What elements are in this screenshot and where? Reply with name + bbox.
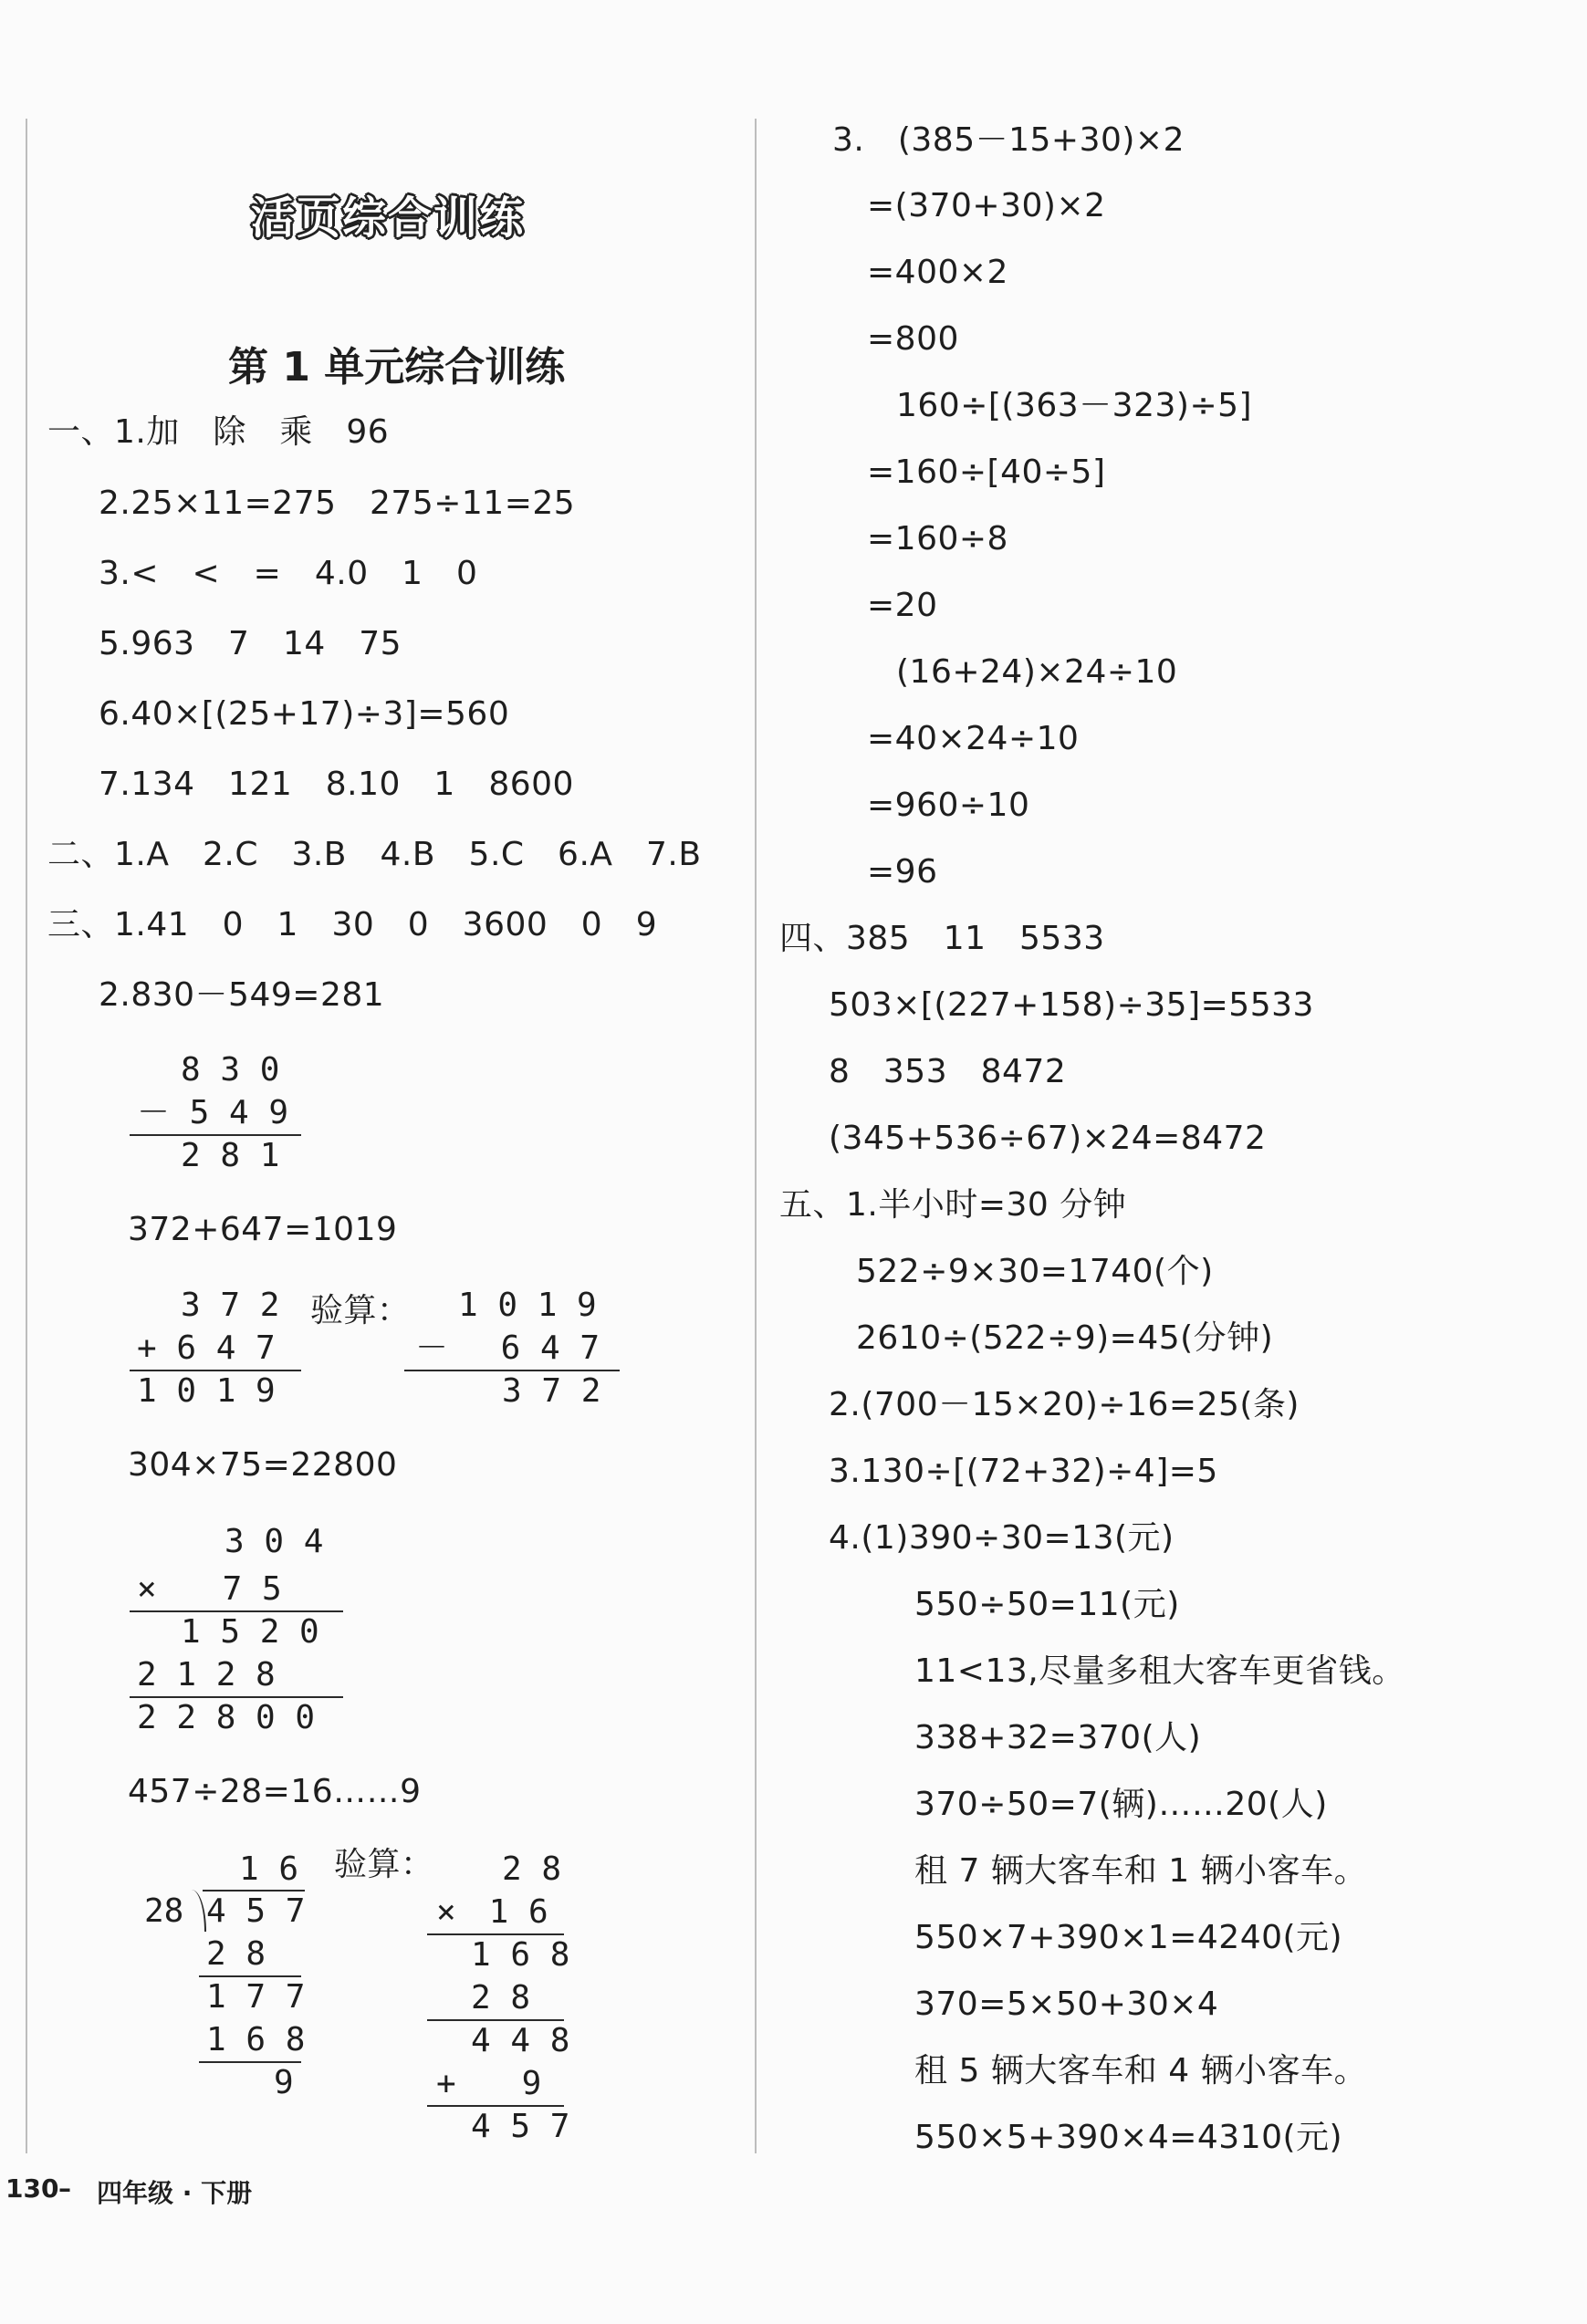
answer-line: 3.< < = 4.0 1 0 — [99, 555, 478, 592]
vertical-calc-row: － 5 4 9 — [137, 1094, 289, 1131]
quotient: 1 6 — [239, 1850, 299, 1888]
vertical-calc-row: 3 7 2 — [502, 1372, 601, 1410]
vertical-calc-row: 2 8 1 — [181, 1137, 280, 1174]
answer-line: 503×[(227+158)÷35]=5533 — [829, 986, 1314, 1024]
vertical-calc-row: － 6 4 7 — [415, 1329, 600, 1367]
vertical-calc-row: 3 0 4 — [224, 1523, 324, 1560]
answer-line: 2.25×11=275 275÷11=25 — [99, 485, 576, 522]
vertical-calc-row: 2 8 — [471, 1979, 531, 2017]
answer-line: =160÷[40÷5] — [867, 453, 1106, 491]
answer-line: 4.(1)390÷30=13(元) — [829, 1519, 1175, 1557]
division-step: 1 6 8 — [206, 2021, 306, 2058]
vertical-calc-row: 1 6 8 — [471, 1936, 570, 1974]
answer-line: 一、1.加 除 乘 96 — [47, 413, 390, 451]
footer-dash: – — [58, 2173, 71, 2204]
vertical-calc-row: 1 0 1 9 — [458, 1287, 597, 1324]
answer-line: 2.830－549=281 — [99, 976, 385, 1014]
answer-line: =20 — [867, 587, 938, 624]
answer-line: 160÷[(363－323)÷5] — [896, 387, 1253, 424]
check-label: 验算： — [310, 1292, 411, 1329]
answer-line: =800 — [867, 320, 959, 358]
answer-line: =160÷8 — [867, 520, 1008, 558]
answer-line: 550÷50=11(元) — [914, 1586, 1180, 1623]
division-step: 1 7 7 — [206, 1978, 306, 2016]
answer-line: 二、1.A 2.C 3.B 4.B 5.C 6.A 7.B — [47, 836, 702, 873]
answer-line: 522÷9×30=1740(个) — [856, 1253, 1214, 1290]
answer-line: 11<13,尽量多租大客车更省钱。 — [914, 1652, 1405, 1690]
answer-line: 370÷50=7(辆)……20(人) — [914, 1786, 1328, 1823]
answer-line: 四、385 11 5533 — [779, 920, 1105, 957]
vertical-calc-row: + 6 4 7 — [137, 1329, 276, 1367]
vertical-calc-row: + 9 — [436, 2065, 542, 2102]
dividend: 4 5 7 — [206, 1892, 306, 1930]
answer-line: (16+24)×24÷10 — [896, 653, 1178, 691]
answer-line: 304×75=22800 — [128, 1446, 398, 1484]
divisor: 28 — [144, 1892, 184, 1930]
answer-line: 2.(700－15×20)÷16=25(条) — [829, 1386, 1300, 1423]
unit-title: 第 1 单元综合训练 — [228, 344, 566, 391]
division-bracket — [188, 1890, 206, 1932]
vertical-calc-row: 1 0 1 9 — [137, 1372, 276, 1410]
answer-line: 550×7+390×1=4240(元) — [914, 1919, 1343, 1956]
answer-line: 五、1.半小时=30 分钟 — [779, 1186, 1127, 1224]
answer-line: 8 353 8472 — [829, 1053, 1067, 1090]
vertical-calc-row: × 7 5 — [137, 1570, 282, 1608]
check-label: 验算： — [334, 1846, 434, 1883]
division-step: 2 8 — [206, 1935, 266, 1973]
answer-line: 三、1.41 0 1 30 0 3600 0 9 — [47, 906, 658, 943]
answer-line: 租 7 辆大客车和 1 辆小客车。 — [914, 1852, 1368, 1890]
answer-line: =960÷10 — [867, 787, 1030, 824]
answer-line: 3.130÷[(72+32)÷4]=5 — [829, 1453, 1218, 1490]
answer-line: 6.40×[(25+17)÷3]=560 — [99, 695, 510, 733]
answer-line: 372+647=1019 — [128, 1211, 398, 1248]
vertical-calc-row: 2 1 2 8 — [137, 1656, 276, 1693]
answer-line: 338+32=370(人) — [914, 1719, 1202, 1756]
answer-line: =40×24÷10 — [867, 720, 1080, 757]
vertical-calc-row: 8 3 0 — [181, 1051, 280, 1089]
left-margin-rule — [26, 119, 27, 2153]
vertical-calc-row: 2 2 8 0 0 — [137, 1699, 316, 1736]
answer-line: =400×2 — [867, 254, 1008, 291]
vertical-calc-row: × 1 6 — [436, 1893, 548, 1931]
vertical-calc-row: 2 8 — [502, 1850, 562, 1888]
vertical-calc-row: 3 7 2 — [181, 1287, 280, 1324]
center-divider — [755, 119, 757, 2153]
answer-line: 租 5 辆大客车和 4 辆小客车。 — [914, 2052, 1368, 2090]
answer-line: 3. (385－15+30)×2 — [832, 121, 1185, 159]
answer-line: 457÷28=16……9 — [128, 1773, 422, 1810]
answer-line: 5.963 7 14 75 — [99, 625, 402, 662]
division-remainder: 9 — [274, 2064, 294, 2101]
page-number: 130 — [5, 2173, 59, 2204]
answer-line: (345+536÷67)×24=8472 — [829, 1120, 1267, 1157]
answer-line: 2610÷(522÷9)=45(分钟) — [856, 1319, 1274, 1357]
answer-line: 550×5+390×4=4310(元) — [914, 2119, 1343, 2156]
answer-line: =96 — [867, 853, 938, 891]
answer-line: =(370+30)×2 — [867, 187, 1106, 224]
vertical-calc-row: 1 5 2 0 — [181, 1613, 319, 1651]
answer-line: 370=5×50+30×4 — [914, 1985, 1219, 2023]
vertical-calc-row: 4 5 7 — [471, 2108, 570, 2145]
footer-grade: 四年级 · 下册 — [97, 2178, 253, 2208]
vertical-calc-row: 4 4 8 — [471, 2022, 570, 2059]
page-title: 活页综合训练 — [251, 193, 526, 244]
answer-line: 7.134 121 8.10 1 8600 — [99, 766, 574, 803]
